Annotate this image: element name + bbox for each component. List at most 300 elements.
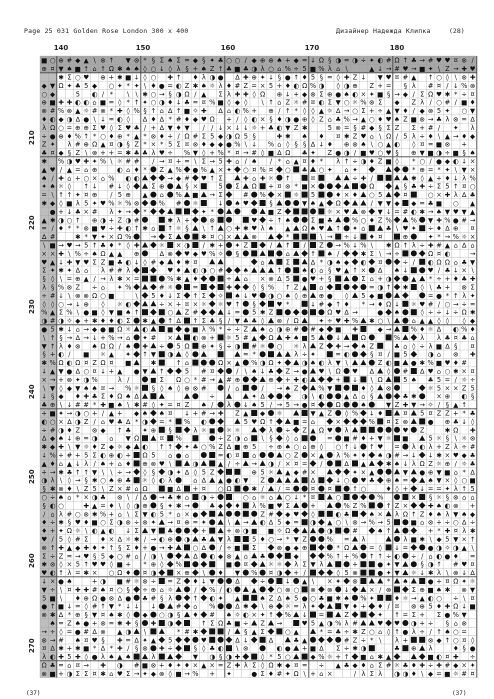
stitch-diamond [352,418,359,425]
stitch-dot [134,595,140,601]
stitch-glyph: + [83,317,89,326]
stitch-glyph: = [301,661,308,670]
stitch-glyph: # [117,266,123,275]
stitch-diamond [318,401,325,408]
stitch-glyph: ✦ [369,56,375,65]
stitch-glyph: ✱ [58,518,64,527]
stitch-glyph: # [402,207,409,216]
stitch-glyph: + [369,107,375,116]
stitch-glyph: ✱ [385,241,392,250]
stitch-glyph: / [303,241,306,250]
stitch-glyph: ¤ [184,300,190,309]
stitch-glyph: Ω [100,359,106,368]
stitch-dot [150,166,156,172]
stitch-dot [226,368,232,374]
stitch-glyph: = [469,300,476,309]
stitch-dot [402,166,408,172]
stitch-glyph: § [269,115,273,124]
stitch-square [201,183,207,189]
stitch-glyph: ⊕ [75,611,81,620]
stitch-glyph: Ω [100,342,106,351]
stitch-glyph: ● [444,552,451,561]
stitch-glyph: λ [42,283,47,292]
stitch-glyph: → [427,207,434,216]
stitch-glyph: ○ [226,224,232,233]
stitch-diamond [352,284,359,291]
stitch-glyph: ✚ [469,426,476,435]
stitch-diamond [201,611,208,618]
stitch-glyph: ● [410,359,417,368]
stitch-triangle [411,654,417,660]
stitch-glyph: λ [260,65,265,74]
stitch-glyph: λ [42,123,47,132]
stitch-glyph: ◆ [75,317,81,326]
stitch-glyph: ◑ [427,560,434,569]
stitch-glyph: ↑ [192,594,199,603]
stitch-glyph: ☼ [326,653,333,662]
stitch-glyph: ⊗ [75,291,81,300]
stitch-glyph: ¤ [235,149,240,158]
stitch-glyph: ↑ [276,266,283,275]
stitch-glyph: × [444,451,451,460]
stitch-dot [411,250,417,256]
stitch-glyph: ▲ [201,90,207,99]
stitch-glyph: ✚ [234,653,241,662]
stitch-glyph: ◆ [470,510,476,519]
stitch-square [226,469,232,475]
stitch-glyph: ✚ [117,107,123,116]
stitch-glyph: Z [184,401,190,410]
stitch-glyph: ✦ [175,468,182,477]
stitch-glyph: / [51,224,54,233]
stitch-glyph: = [427,291,434,300]
stitch-glyph: ▲ [167,165,173,174]
stitch-glyph: % [158,199,165,208]
stitch-glyph: # [49,107,56,116]
stitch-glyph: ☼ [394,661,400,670]
stitch-glyph: ↓ [352,233,358,242]
stitch-glyph: ✚ [335,342,341,351]
stitch-glyph: Z [293,451,299,460]
stitch-glyph: ◑ [167,619,174,628]
stitch-glyph: ■ [410,115,417,124]
stitch-glyph: ♣ [142,149,148,158]
stitch-glyph: ◆ [58,149,64,158]
stitch-dot [310,637,316,643]
stitch-square [419,225,425,231]
stitch-dot [226,250,232,256]
stitch-glyph: → [49,375,56,384]
stitch-glyph: ✱ [436,451,442,460]
stitch-glyph: ○ [452,636,459,645]
stitch-diamond [133,267,140,274]
stitch-glyph: 5 [92,485,97,494]
stitch-square [411,284,417,290]
column-label: 170 [304,44,320,52]
stitch-glyph: # [243,191,249,200]
stitch-square [159,360,165,366]
stitch-glyph: ↑ [58,191,64,200]
stitch-glyph: ☼ [83,107,90,116]
stitch-glyph: ↑ [453,182,459,191]
stitch-square [192,360,198,366]
stitch-triangle [394,528,400,534]
stitch-glyph: # [318,300,325,309]
stitch-dot [226,578,232,584]
stitch-glyph: ✦ [209,56,215,65]
stitch-glyph: # [142,401,148,410]
stitch-glyph: ✱ [419,359,425,368]
stitch-glyph: × [108,535,115,544]
stitch-dot [302,452,308,458]
stitch-glyph: 5 [420,409,425,418]
stitch-glyph: Σ [201,157,206,166]
stitch-glyph: ✱ [335,594,341,603]
stitch-glyph: ◑ [209,73,216,82]
stitch-glyph: ¤ [310,98,316,107]
stitch-glyph: / [211,123,214,132]
stitch-glyph: ◊ [252,90,256,99]
stitch-glyph: = [217,661,224,670]
stitch-glyph: ¤ [252,165,257,174]
stitch-glyph: λ [59,342,63,351]
stitch-glyph: Ω [117,569,123,578]
stitch-glyph: ♦ [217,569,224,578]
stitch-glyph: ✦ [175,661,182,670]
stitch-glyph: ▲ [184,275,190,284]
stitch-glyph: ⊕ [419,165,425,174]
stitch-glyph: ¤ [470,367,475,376]
stitch-glyph: ● [125,594,132,603]
stitch-glyph: Ω [142,451,148,460]
stitch-glyph: ↑ [369,552,375,561]
stitch-triangle [268,486,274,492]
stitch-glyph: ∆ [117,594,123,603]
stitch-glyph: ◊ [227,98,231,107]
stitch-glyph: λ [302,602,307,611]
stitch-glyph: ◑ [234,342,241,351]
stitch-glyph: ✚ [453,653,459,662]
stitch-glyph: → [469,216,476,225]
stitch-glyph: ↓ [66,401,73,410]
stitch-glyph: ◊ [454,476,458,485]
stitch-diamond [369,611,376,618]
stitch-glyph: ✱ [427,569,434,578]
stitch-glyph: ▲ [386,653,392,662]
stitch-square [302,477,308,483]
stitch-glyph: ✚ [427,241,434,250]
stitch-glyph: # [125,485,131,494]
stitch-glyph: → [427,115,434,124]
stitch-glyph: ⊗ [285,585,291,594]
stitch-square [234,469,240,475]
stitch-glyph: § [92,552,97,561]
stitch-glyph: ♣ [402,392,409,401]
stitch-glyph: Ω [394,56,400,65]
stitch-glyph: ◑ [125,216,132,225]
stitch-diamond [343,578,350,585]
stitch-glyph: ¤ [92,669,97,678]
stitch-glyph: ◊ [67,476,72,485]
stitch-glyph: ◑ [226,132,232,141]
stitch-glyph: % [343,451,350,460]
stitch-dot [150,612,156,618]
stitch-glyph: ÷ [167,149,173,158]
stitch-glyph: / [286,317,289,326]
stitch-glyph: ▲ [117,653,123,662]
stitch-glyph: ⊗ [352,569,358,578]
stitch-glyph: ⌂ [470,333,475,342]
stitch-glyph: ◊ [168,669,172,678]
stitch-glyph: 5 [252,308,257,317]
stitch-diamond [318,544,325,551]
stitch-glyph: ↓ [461,569,467,578]
stitch-glyph: ⊕ [419,585,425,594]
stitch-glyph: * [168,417,172,426]
stitch-glyph: Z [75,149,81,158]
stitch-square [302,301,308,307]
stitch-dot [251,192,257,198]
stitch-glyph: = [419,199,425,208]
stitch-glyph: § [328,266,332,275]
stitch-glyph: ↑ [461,485,467,494]
stitch-glyph: ▼ [192,653,198,662]
stitch-glyph: \ [160,552,163,561]
stitch-glyph: ▼ [394,107,400,116]
stitch-glyph: ♥ [394,619,400,628]
stitch-glyph: ▼ [461,165,467,174]
stitch-glyph: ⊕ [276,90,283,99]
stitch-triangle [243,586,249,592]
stitch-glyph: / [118,342,121,351]
stitch-glyph: ⌂ [226,107,232,116]
stitch-glyph: ■ [301,182,308,191]
stitch-glyph: ♥ [318,224,325,233]
stitch-glyph: ♦ [427,510,434,519]
stitch-square [360,612,366,618]
stitch-square [369,561,375,567]
stitch-glyph: § [454,342,458,351]
stitch-glyph: ■ [141,661,149,670]
stitch-glyph: ◆ [58,115,64,124]
stitch-glyph: ♦ [91,443,98,452]
stitch-glyph: × [310,468,316,477]
stitch-glyph: ◑ [58,317,64,326]
stitch-glyph: Ω [66,527,72,536]
stitch-square [176,460,182,466]
stitch-glyph: ■ [91,224,98,233]
stitch-glyph: → [66,300,73,309]
stitch-dot [134,334,140,340]
stitch-glyph: / [93,275,96,284]
stitch-square [268,351,274,357]
stitch-glyph: + [335,653,341,662]
stitch-triangle [260,208,266,214]
stitch-glyph: λ [420,98,425,107]
stitch-glyph: + [108,73,115,82]
stitch-glyph: ✦ [217,594,224,603]
stitch-glyph: ● [377,560,384,569]
stitch-glyph: + [285,56,291,65]
stitch-glyph: § [118,543,122,552]
stitch-glyph: λ [109,207,114,216]
stitch-triangle [134,628,140,634]
stitch-glyph: Z [67,619,72,628]
stitch-glyph: ■ [427,585,434,594]
stitch-glyph: ⊗ [427,518,434,527]
stitch-glyph: % [200,165,207,174]
stitch-glyph: ☼ [167,585,174,594]
stitch-triangle [293,360,299,366]
stitch-glyph: = [108,619,115,628]
stitch-glyph: ⊗ [453,350,459,359]
stitch-glyph: ☼ [234,611,241,620]
stitch-glyph: ◑ [276,569,283,578]
stitch-glyph: ♠ [343,594,350,603]
stitch-dot [159,318,165,324]
stitch-glyph: Ω [369,182,375,191]
stitch-diamond [268,628,275,635]
stitch-glyph: § [445,434,450,443]
stitch-dot [226,242,232,248]
stitch-glyph: ∆ [445,342,450,351]
stitch-glyph: ⊗ [352,140,358,149]
stitch-glyph: λ [193,426,198,435]
stitch-glyph: ♦ [368,233,375,242]
stitch-glyph: ▼ [453,535,459,544]
stitch-triangle [327,561,333,567]
stitch-glyph: ↓ [41,392,47,401]
stitch-glyph: % [410,216,417,225]
stitch-glyph: ⌂ [67,661,72,670]
stitch-glyph: ✚ [243,174,249,183]
stitch-glyph: ✱ [175,493,182,502]
stitch-square [260,200,266,206]
stitch-glyph: Z [285,367,291,376]
stitch-glyph: 5 [151,451,156,460]
stitch-square [419,418,425,424]
stitch-glyph: # [461,359,467,368]
stitch-glyph: ↓ [402,266,409,275]
stitch-glyph: ◑ [385,451,392,460]
stitch-glyph: ♦ [108,317,115,326]
stitch-glyph: ♠ [125,392,132,401]
stitch-glyph: ↑ [142,350,148,359]
stitch-glyph: \ [68,291,71,300]
stitch-glyph: ∆ [277,149,282,158]
stitch-glyph: ✚ [259,174,266,183]
stitch-glyph: ✚ [117,224,123,233]
stitch-glyph: ♥ [200,636,207,645]
stitch-square [352,460,358,466]
stitch-glyph: ∆ [470,468,475,477]
stitch-glyph: ♥ [326,426,333,435]
stitch-glyph: ● [41,325,48,334]
stitch-glyph: ✱ [133,401,140,410]
stitch-glyph: + [436,443,442,452]
stitch-diamond [175,443,182,450]
stitch-glyph: ▲ [150,317,156,326]
stitch-diamond [318,519,325,526]
stitch-glyph: ∆ [310,476,316,485]
stitch-glyph: / [320,459,323,468]
stitch-diamond [411,477,418,484]
stitch-glyph: ▼ [218,535,224,544]
stitch-triangle [176,183,182,189]
stitch-glyph: ◑ [209,653,216,662]
stitch-glyph: ⌂ [252,451,257,460]
stitch-glyph: Σ [369,669,374,678]
stitch-glyph: ▲ [75,107,81,116]
stitch-glyph: λ [302,342,307,351]
stitch-glyph: ♦ [150,115,157,124]
stitch-glyph: ↓ [91,182,98,191]
stitch-glyph: = [394,443,400,452]
stitch-square [335,528,341,534]
stitch-glyph: ¤ [336,132,341,141]
stitch-glyph: ■ [402,434,409,443]
stitch-glyph: % [318,384,325,393]
stitch-glyph: ♥ [41,258,48,267]
stitch-glyph: ↓ [41,367,47,376]
stitch-glyph: Σ [252,543,257,552]
stitch-glyph: × [461,661,467,670]
stitch-glyph: ⊕ [276,443,283,452]
stitch-glyph: ↓ [453,266,459,275]
stitch-glyph: ■ [393,350,401,359]
stitch-square [192,242,198,248]
stitch-glyph: + [276,81,283,90]
stitch-glyph: ◆ [444,157,450,166]
stitch-glyph: ◊ [244,98,248,107]
stitch-glyph: ○ [217,233,224,242]
stitch-glyph: ☼ [142,476,148,485]
stitch-glyph: ¤ [310,485,316,494]
stitch-dot [352,477,358,483]
stitch-glyph: ⌂ [327,115,332,124]
stitch-glyph: ◐ [276,644,283,653]
stitch-square [134,477,140,483]
stitch-glyph: Σ [336,644,341,653]
stitch-triangle [293,477,299,483]
stitch-glyph: ○ [436,594,442,603]
stitch-glyph: ◊ [101,300,105,309]
stitch-diamond [360,511,367,518]
stitch-square [327,511,333,517]
stitch-glyph: λ [168,476,173,485]
stitch-glyph: → [276,384,283,393]
stitch-glyph: ♣ [226,619,232,628]
stitch-glyph: ◊ [412,342,416,351]
stitch-glyph: ✦ [377,611,383,620]
stitch-dot [176,477,182,483]
stitch-glyph: * [412,165,416,174]
stitch-glyph: ■ [410,518,417,527]
stitch-glyph: λ [361,669,366,678]
stitch-glyph: ↑ [133,308,140,317]
stitch-square [226,292,232,298]
stitch-square [209,528,215,534]
stitch-glyph: 5 [42,594,47,603]
stitch-diamond [419,452,426,459]
stitch-glyph: ♣ [200,535,207,544]
stitch-triangle [234,175,240,181]
stitch-glyph: + [369,434,375,443]
stitch-glyph: ■ [234,543,241,552]
stitch-glyph: \ [101,485,105,494]
stitch-glyph: # [461,216,467,225]
stitch-glyph: ♣ [49,661,56,670]
